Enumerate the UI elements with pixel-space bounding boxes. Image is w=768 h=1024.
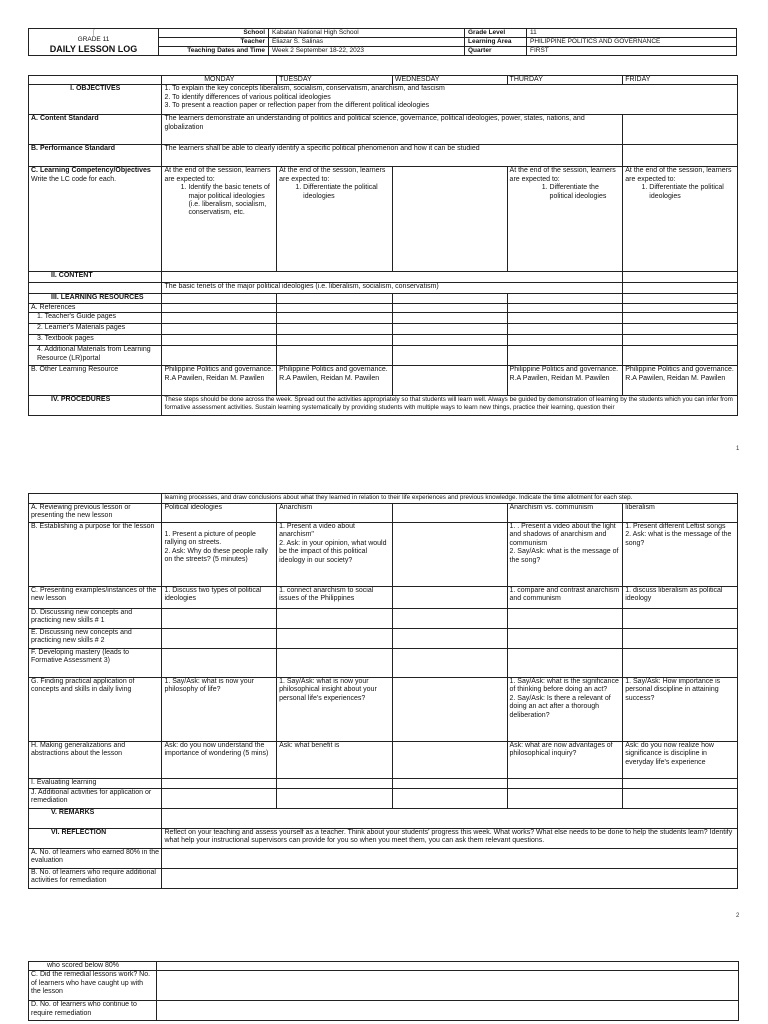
- procedure-label: B. Establishing a purpose for the lesson: [29, 523, 162, 587]
- procedure-cell: 1. Say/Ask: what is the significance of thinking before doing an act? 2. Say/Ask: Is there a relevant of doing an act after a thorough deliberation?: [507, 678, 623, 742]
- competency-item: 1. Differentiate the political ideologies: [550, 184, 621, 201]
- procedures-continued-row: [29, 494, 738, 504]
- school-label: School: [159, 29, 269, 38]
- references-row: [29, 303, 738, 312]
- procedure-cell: [392, 504, 507, 523]
- competency-label: C. Learning Competency/Objectives: [31, 167, 151, 175]
- day-tuesday: TUESDAY: [277, 76, 393, 85]
- resource-item-row: [29, 346, 738, 366]
- quarter-label: Quarter: [465, 47, 527, 56]
- reflection-item: C. Did the remedial lessons work? No. of learners who have caught up with the lesson: [29, 971, 157, 1001]
- other-resource-thursday: Philippine Politics and governance. R.A Pawilen, Reidan M. Pawilen: [507, 366, 623, 396]
- lesson-table-page1: [28, 75, 738, 416]
- teacher-value: Eliazar S. Salinas: [269, 38, 465, 47]
- procedure-cell: [392, 742, 507, 779]
- content-row: [29, 272, 738, 283]
- procedure-cell: 1. Say/Ask: How importance is personal discipline in attaining success?: [623, 678, 738, 742]
- days-row: [29, 76, 738, 85]
- procedure-row-c: [29, 587, 738, 609]
- resource-item: 3. Textbook pages: [29, 335, 162, 346]
- learning-area-value: PHILIPPINE POLITICS AND GOVERNANCE: [527, 38, 737, 47]
- resource-item-row: [29, 324, 738, 335]
- performance-standard-text: The learners shall be able to clearly identify a specific political phenomenon and how it can be studied: [162, 145, 623, 167]
- procedure-cell: [392, 587, 507, 609]
- competency-intro: At the end of the session, learners are expected to:: [164, 167, 271, 183]
- procedure-label: C. Presenting examples/instances of the new lesson: [29, 587, 162, 609]
- competency-intro: At the end of the session, learners are expected to:: [509, 167, 616, 183]
- competency-monday: [162, 167, 277, 272]
- procedure-cell: Ask: what are now advantages of philosophical inquiry?: [507, 742, 623, 779]
- reflection-row-d: [29, 1001, 739, 1021]
- objectives-text: [162, 85, 738, 115]
- procedure-row-h: [29, 742, 738, 779]
- procedure-cell: 1. Say/Ask: what is now your philosophy of life?: [162, 678, 277, 742]
- objective-item: 1. To explain the key concepts liberalism, socialism, conservatism, anarchism, and fascism: [164, 85, 445, 93]
- procedure-cell: 1. Present a picture of people rallying on streets. 2. Ask: Why do these people rally on the streets? (5 minutes): [162, 523, 277, 587]
- resource-item-row: [29, 335, 738, 346]
- grade-label: GRADE 11: [77, 35, 110, 43]
- content-text: The basic tenets of the major political ideologies (i.e. liberalism, socialism, conservatism): [162, 283, 623, 294]
- procedures-intro: These steps should be done across the week. Spread out the activities appropriately so that students will learn well. Always be guided by demonstration of learning by the students which you can infer from formative assessment activities. Sustain learning systematically by providing students with multiple ways to learn new things, practice their learning, question their: [162, 396, 738, 416]
- resource-item: 4. Additional Materials from Learning Resource (LR)portal: [29, 346, 162, 366]
- reflection-row-a: [29, 849, 738, 869]
- resource-item-row: [29, 313, 738, 324]
- competency-wednesday: [392, 167, 507, 272]
- page-1: [0, 0, 768, 452]
- competency-intro: At the end of the session, learners are expected to:: [279, 167, 386, 183]
- procedure-cell: Anarchism vs. communism: [507, 504, 623, 523]
- content-standard-label: A. Content Standard: [29, 115, 162, 145]
- day-monday: MONDAY: [162, 76, 277, 85]
- procedure-cell: [392, 678, 507, 742]
- resource-item: 1. Teacher's Guide pages: [29, 313, 162, 324]
- procedure-row-g: [29, 678, 738, 742]
- header-table: [28, 28, 737, 56]
- page-2: [0, 493, 768, 919]
- procedure-row-j: [29, 789, 738, 809]
- objectives-row: [29, 85, 738, 115]
- competency-item: 1. Differentiate the political ideologies: [649, 184, 735, 201]
- procedure-cell: 1. compare and contrast anarchism and communism: [507, 587, 623, 609]
- resource-item: 2. Learner's Materials pages: [29, 324, 162, 335]
- procedure-cell: 1. Present different Leftist songs 2. Ask: what is the message of the song?: [623, 523, 738, 587]
- procedures-row: [29, 396, 738, 416]
- procedure-label: D. Discussing new concepts and practicing new skills # 1: [29, 609, 162, 629]
- performance-standard-row: [29, 145, 738, 167]
- objective-item: 3. To present a reaction paper or reflection paper from the different political ideologies: [164, 102, 430, 110]
- competency-sublabel: Write the LC code for each.: [31, 175, 117, 183]
- resources-label: III. LEARNING RESOURCES: [29, 294, 162, 303]
- competency-item: 1. Differentiate the political ideologies: [303, 184, 390, 201]
- reflection-item: D. No. of learners who continue to require remediation: [29, 1001, 157, 1021]
- other-resource-monday: Philippine Politics and governance. R.A Pawilen, Reidan M. Pawilen: [162, 366, 277, 396]
- lesson-table-page3: [28, 961, 739, 1021]
- procedures-intro-continued: learning processes, and draw conclusions about what they learned in relation to their life experiences and previous knowledge. Indicate the time allotment for each step.: [162, 494, 738, 504]
- procedure-label: I. Evaluating learning: [29, 779, 162, 789]
- procedure-label: E. Discussing new concepts and practicing new skills # 2: [29, 629, 162, 649]
- resources-row: [29, 294, 738, 303]
- other-resource-tuesday: Philippine Politics and governance. R.A Pawilen, Reidan M. Pawilen: [277, 366, 393, 396]
- procedure-cell: 1. Present a video about anarchism" 2. Ask: in your opinion, what would be the impact of this political ideology in our society?: [277, 523, 393, 587]
- reflection-label: VI. REFLECTION: [29, 829, 162, 849]
- procedure-cell: 1. Discuss two types of political ideologies: [162, 587, 277, 609]
- competency-intro: At the end of the session, learners are expected to:: [625, 167, 732, 183]
- school-seal-icon: ⌠: [91, 29, 96, 36]
- procedure-label: H. Making generalizations and abstractions about the lesson: [29, 742, 162, 779]
- content-text-row: [29, 283, 738, 294]
- competency-label-cell: [29, 167, 162, 272]
- competency-list: [625, 184, 735, 201]
- reflection-row-c: [29, 971, 739, 1001]
- content-standard-row: [29, 115, 738, 145]
- procedure-cell: 1. . Present a video about the light and shadows of anarchism and communism 2. Say/Ask: what is the message of the song?: [507, 523, 623, 587]
- procedure-cell: Ask: do you now understand the importance of wondering (5 mins): [162, 742, 277, 779]
- objectives-label: I. OBJECTIVES: [29, 85, 162, 115]
- objective-item: 2. To identify differences of various political ideologies: [164, 93, 331, 101]
- procedure-label: A. Reviewing previous lesson or presenting the new lesson: [29, 504, 162, 523]
- quarter-value: FIRST: [527, 47, 737, 56]
- competency-item: 1. Identify the basic tenets of major political ideologies (i.e. liberalism, socialism, conservatism, etc.: [188, 184, 274, 218]
- performance-standard-label: B. Performance Standard: [29, 145, 162, 167]
- procedure-cell: 1. discuss liberalism as political ideology: [623, 587, 738, 609]
- procedure-cell: [392, 523, 507, 587]
- procedure-label: G. Finding practical application of concepts and skills in daily living: [29, 678, 162, 742]
- reflection-row-b: [29, 869, 738, 889]
- reflection-item: B. No. of learners who require additional activities for remediation: [29, 869, 162, 889]
- lesson-table-page2: [28, 493, 738, 889]
- reflection-item: A. No. of learners who earned 80% in the evaluation: [29, 849, 162, 869]
- reflection-text: Reflect on your teaching and assess yourself as a teacher. Think about your students' progress this week. What works? What else needs to be done to help the students learn? Identify what help your instructional supervisors can provide for you so when you meet them, you can ask them relevant questions.: [162, 829, 738, 849]
- other-resource-row: [29, 366, 738, 396]
- grade-level-label: Grade Level: [465, 29, 527, 38]
- teacher-label: Teacher: [159, 38, 269, 47]
- page-number: 2: [736, 913, 740, 919]
- procedure-row-e: [29, 629, 738, 649]
- reflection-row-continued: [29, 962, 739, 971]
- procedure-row-d: [29, 609, 738, 629]
- other-resource-friday: Philippine Politics and governance. R.A Pawilen, Reidan M. Pawilen: [623, 366, 738, 396]
- procedure-label: J. Additional activities for application or remediation: [29, 789, 162, 809]
- procedure-row-a: [29, 504, 738, 523]
- procedure-cell: Ask: what benefit is: [277, 742, 393, 779]
- competency-tuesday: [277, 167, 393, 272]
- procedure-cell: Ask: do you now realize how significance is discipline in everyday life's experience: [623, 742, 738, 779]
- competency-row: [29, 167, 738, 272]
- content-standard-text: The learners demonstrate an understanding of politics and political science, governance, political ideologies, power, states, nations, and globalization: [162, 115, 623, 145]
- competency-list: [510, 184, 621, 201]
- day-thursday: THURDAY: [507, 76, 623, 85]
- other-resource-label: B. Other Learning Resource: [29, 366, 162, 396]
- procedure-row-i: [29, 779, 738, 789]
- procedure-cell: 1. Say/Ask: what is now your philosophical insight about your personal life's experiences?: [277, 678, 393, 742]
- content-label: II. CONTENT: [29, 272, 162, 283]
- procedure-row-b: [29, 523, 738, 587]
- procedures-label: IV. PROCEDURES: [29, 396, 162, 416]
- dates-value: Week 2 September 18-22, 2023: [269, 47, 465, 56]
- dates-label: Teaching Dates and Time: [159, 47, 269, 56]
- procedure-cell: liberalism: [623, 504, 738, 523]
- procedure-label: F. Developing mastery (leads to Formative Assessment 3): [29, 649, 162, 678]
- remarks-label: V. REMARKS: [29, 809, 162, 829]
- grade-level-value: 11: [527, 29, 737, 38]
- procedure-cell: 1. connect anarchism to social issues of the Philippines: [277, 587, 393, 609]
- procedure-row-f: [29, 649, 738, 678]
- learning-area-label: Learning Area: [465, 38, 527, 47]
- competency-list: [164, 184, 274, 218]
- procedure-cell: Anarchism: [277, 504, 393, 523]
- header-title-cell: [29, 29, 159, 56]
- reflection-row: [29, 829, 738, 849]
- page-3: [0, 961, 768, 1024]
- day-friday: FRIDAY: [623, 76, 738, 85]
- reflection-item: who scored below 80%: [29, 962, 157, 971]
- procedure-cell: Political ideologies: [162, 504, 277, 523]
- references-label: A. References: [29, 303, 162, 312]
- competency-friday: [623, 167, 738, 272]
- competency-thursday: [507, 167, 623, 272]
- competency-list: [279, 184, 390, 201]
- remarks-row: [29, 809, 738, 829]
- page-number: 1: [736, 446, 740, 452]
- school-value: Kabatan National High School: [269, 29, 465, 38]
- document-title: DAILY LESSON LOG: [49, 43, 138, 54]
- day-wednesday: WEDNESDAY: [392, 76, 507, 85]
